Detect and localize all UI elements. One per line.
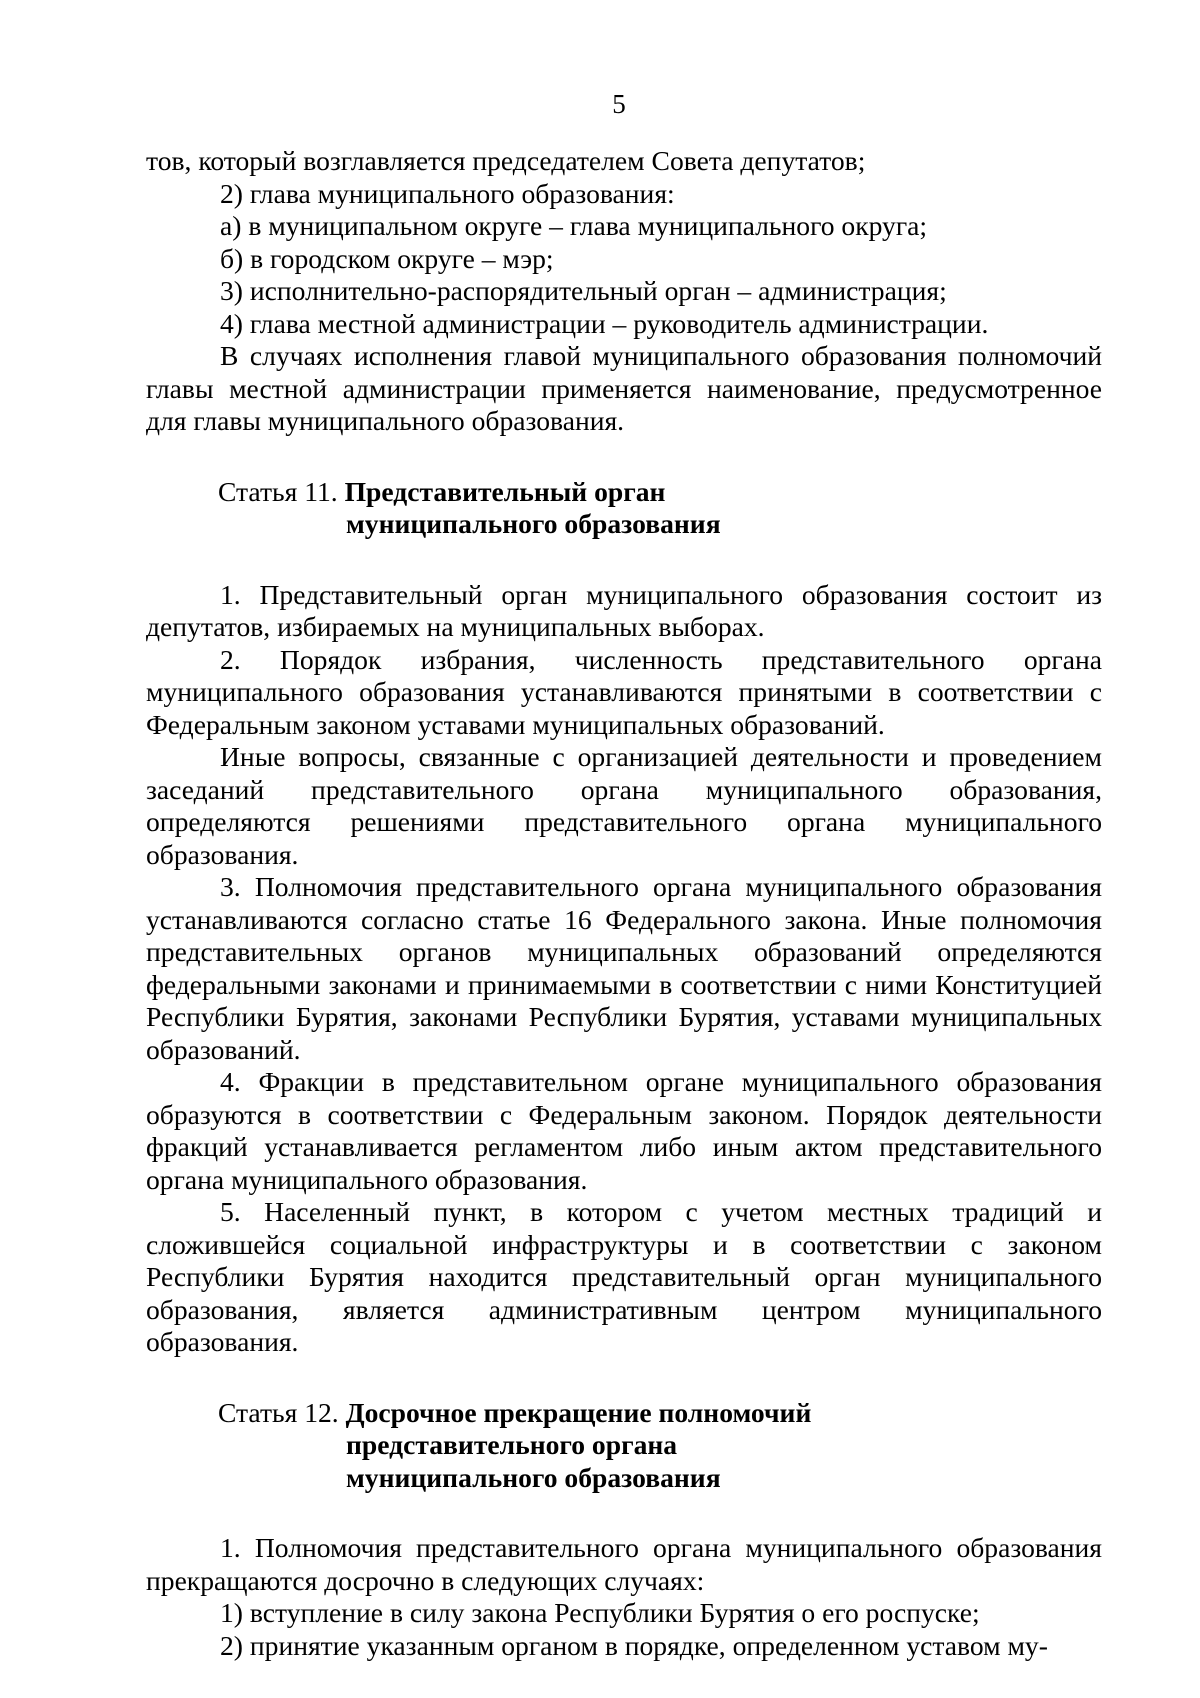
- paragraph: 4. Фракции в представительном органе муниципального образования образуются в соответствии с Федеральным законом. Порядок деятельности фракций устанавливается регламентом либо иным актом представительного органа муниципального образования.: [146, 1066, 1102, 1195]
- article-label: Статья 11.: [218, 475, 338, 507]
- article-title-line: представительного органа: [346, 1429, 678, 1460]
- page-number: 5: [612, 89, 626, 119]
- article-12: [146, 1397, 1102, 1663]
- paragraph: 2. Порядок избрания, численность представительного органа муниципального образования устанавливаются принятыми в соответствии с Федеральным законом уставами муниципальных образований.: [146, 643, 1102, 740]
- article-title-line: Досрочное прекращение полномочий: [345, 1396, 812, 1428]
- article-heading: [146, 1397, 1102, 1495]
- paragraph: В случаях исполнения главой муниципального образования полномочий главы местной администрации применяется наименование, предусмотренное для главы муниципального образования.: [146, 340, 1102, 436]
- list-item: б) в городском округе – мэр;: [220, 242, 554, 274]
- paragraph: 1. Представительный орган муниципального образования состоит из депутатов, избираемых на муниципальных выборах.: [146, 578, 1102, 642]
- document-body: [146, 145, 1102, 1662]
- paragraph: Иные вопросы, связанные с организацией деятельности и проведением заседаний представительного органа муниципального образования, определяются решениями представительного органа муниципального образования.: [146, 741, 1102, 870]
- article-title-line: муниципального образования: [346, 1461, 721, 1493]
- paragraph: тов, который возглавляется председателем Совета депутатов;: [146, 145, 866, 176]
- list-item: а) в муниципальном округе – глава муниципального округа;: [220, 210, 928, 241]
- article-11: [146, 476, 1102, 1359]
- paragraph: 5. Населенный пункт, в котором с учетом местных традиций и сложившейся социальной инфраструктуры и в соответствии с законом Республики Бурятия находится представительный орган муниципального образования, является административным центром муниципального образования.: [146, 1196, 1102, 1357]
- article-heading: [146, 476, 1102, 541]
- article-title-line: муниципального образования: [346, 508, 721, 539]
- intro-section: [146, 145, 1102, 438]
- paragraph: 1. Полномочия представительного органа муниципального образования прекращаются досрочно в следующих случаях:: [146, 1532, 1102, 1596]
- article-title-line: Представительный орган: [344, 475, 666, 507]
- list-item: 1) вступление в силу закона Республики Бурятия о его роспуске;: [220, 1597, 980, 1628]
- list-item: 3) исполнительно-распорядительный орган – администрация;: [220, 275, 947, 306]
- article-label: Статья 12.: [218, 1396, 339, 1428]
- list-item: 2) принятие указанным органом в порядке, определенном уставом му-: [220, 1629, 1048, 1661]
- list-item: 4) глава местной администрации – руководитель администрации.: [220, 307, 989, 339]
- list-item: 2) глава муниципального образования:: [220, 177, 675, 209]
- paragraph: 3. Полномочия представительного органа муниципального образования устанавливаются согласно статье 16 Федерального закона. Иные полномочия представительных органов муниципальных образований определяются федеральными законами и принимаемыми в соответствии с ними Конституцией Республики Бурятия, законами Республики Бурятия, уставами муниципальных образований.: [146, 871, 1102, 1065]
